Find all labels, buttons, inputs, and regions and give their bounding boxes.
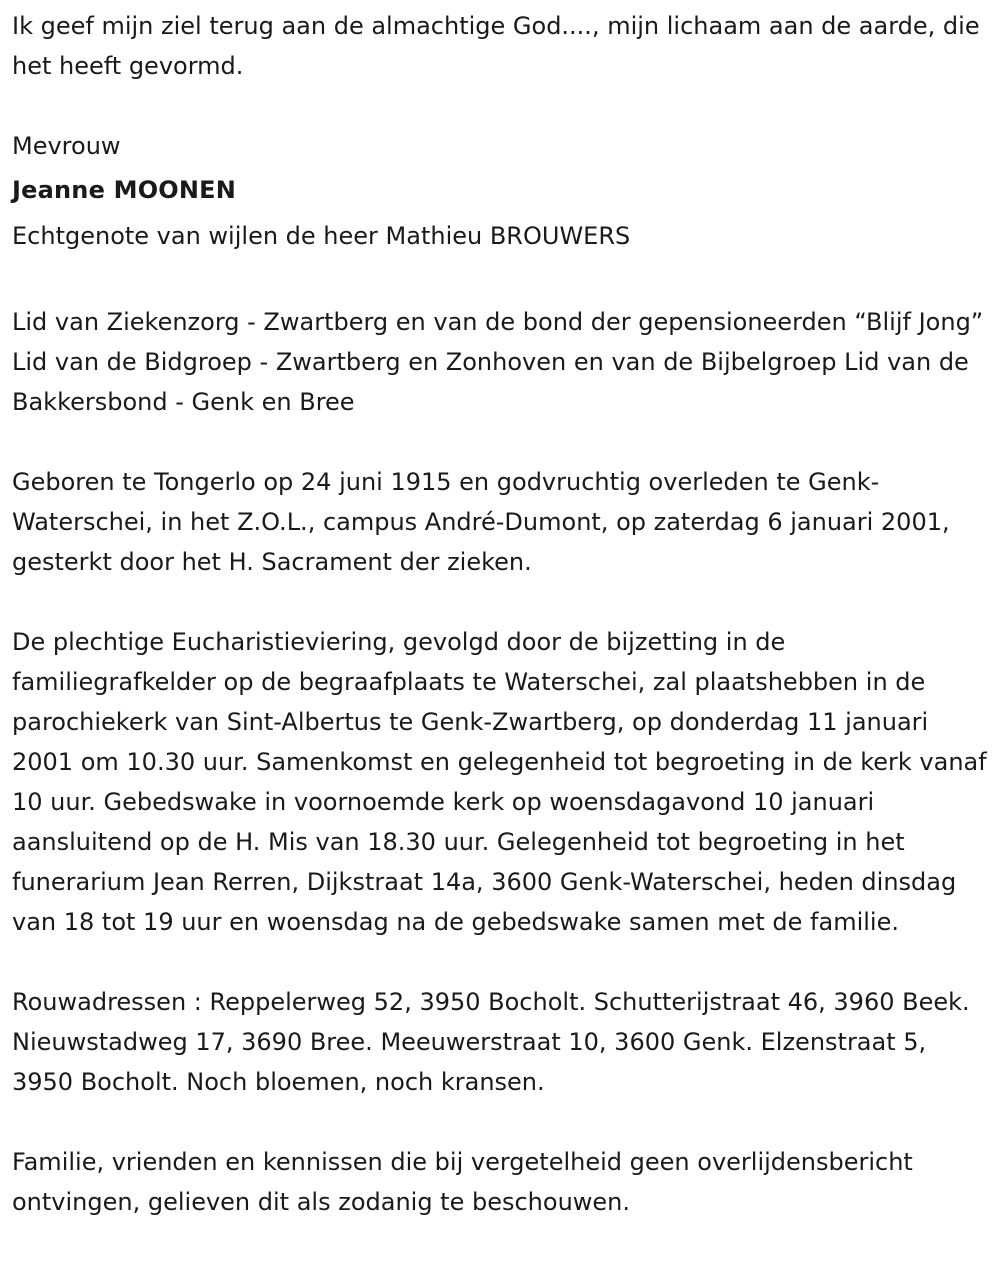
spacer (12, 86, 988, 126)
spacer (12, 942, 988, 982)
opening-quote: Ik geef mijn ziel terug aan de almachtige God...., mijn lichaam aan de aarde, die het heeft gevormd. (12, 12, 980, 80)
ceremony-paragraph: De plechtige Eucharistieviering, gevolgd door de bijzetting in de familiegrafkelder op de begraafplaats te Waterschei, zal plaatshebben in de parochiekerk van Sint-Albertus te Genk-Zwartberg, op donderdag 11 januari 2001 om 10.30 uur. Samenkomst en gelegenheid tot begroeting in de kerk vanaf 10 uur. Gebedswake in voornoemde kerk op woensdagavond 10 januari aansluitend op de H. Mis van 18.30 uur. Gelegenheid tot begroeting in het funerarium Jean Rerren, Dijkstraat 14a, 3600 Genk-Waterschei, heden dinsdag van 18 tot 19 uur en woensdag na de gebedswake samen met de familie. (12, 628, 987, 936)
birth-death-paragraph: Geboren te Tongerlo op 24 juni 1915 en godvruchtig overleden te Genk-Waterschei, in het Z.O.L., campus André-Dumont, op zaterdag 6 januari 2001, gesterkt door het H. Sacrament der zieken. (12, 468, 950, 576)
closing-paragraph: Familie, vrienden en kennissen die bij vergetelheid geen overlijdensbericht ontvingen, gelieven dit als zodanig te beschouwen. (12, 1148, 913, 1216)
deceased-name: Jeanne MOONEN (12, 176, 237, 204)
spacer (12, 582, 988, 622)
memberships-paragraph: Lid van Ziekenzorg - Zwartberg en van de bond der gepensioneerden “Blijf Jong” Lid van de Bidgroep - Zwartberg en Zonhoven en van de Bijbelgroep Lid van de Bakkersbond - Genk en Bree (12, 308, 984, 416)
spacer (12, 262, 988, 302)
spacer (12, 1102, 988, 1142)
honorific: Mevrouw (12, 132, 121, 160)
spouse-line: Echtgenote van wijlen de heer Mathieu BROUWERS (12, 222, 631, 250)
addresses-paragraph: Rouwadressen : Reppelerweg 52, 3950 Bocholt. Schutterijstraat 46, 3960 Beek. Nieuwstadweg 17, 3690 Bree. Meeuwerstraat 10, 3600 Genk. Elzenstraat 5, 3950 Bocholt. Noch bloemen, noch kransen. (12, 988, 970, 1096)
obituary-page (0, 6, 1000, 1284)
spacer (12, 422, 988, 462)
